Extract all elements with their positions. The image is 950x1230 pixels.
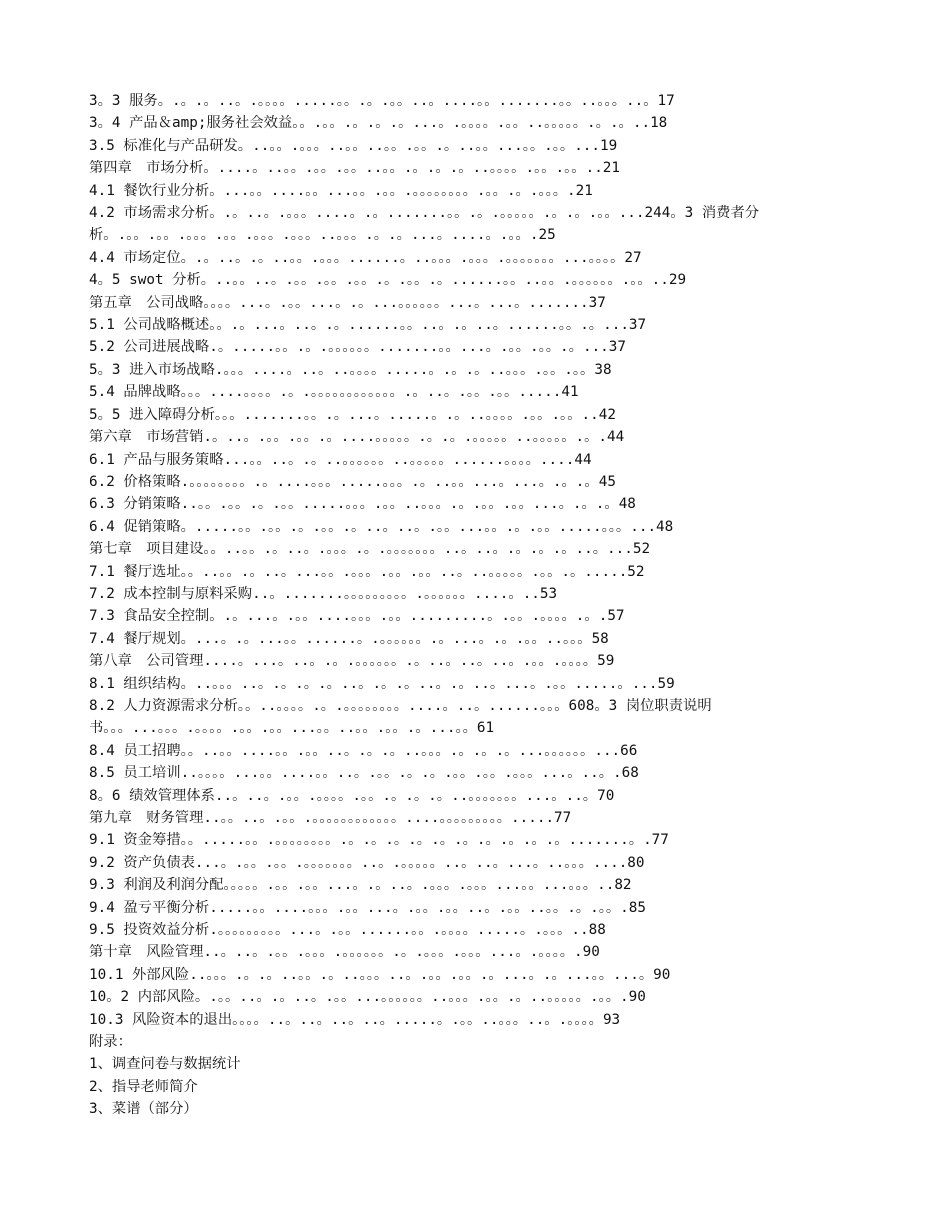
toc-entry: 9.3 利润及利润分配。。。。。.。。.。。...。.。..。.。。。.。。。...。。...。。。..82 <box>89 877 632 894</box>
toc-entry: 8.2 人力资源需求分析。。..。。。。.。.。。。。。。。。....。..。......。。。608。3 岗位职责说明书。。。...。。。.。。。。.。。.。。...。。..。。.。。.。...。。61 <box>89 697 712 737</box>
toc-entry: 9.5 投资效益分析.。。。。。。。。。...。.。。......。。.。。。。.....。.。。。..88 <box>89 922 606 939</box>
appendix-item: 3、菜谱（部分） <box>89 1101 198 1118</box>
toc-chapter: 第九章 财务管理..。。..。.。。.。。。。。。。。。。。。....。。。。。。。。。.....77 <box>89 810 572 826</box>
table-of-contents <box>89 90 864 1121</box>
toc-entry: 3。4 产品＆amp;服务社会效益。。.。。.。.。.。...。.。。。。.。。..。。。。。.。.。..18 <box>89 115 668 132</box>
toc-entry: 7.1 餐厅选址。。..。。.。..。...。。.。。。.。。.。。..。..。。。。。.。。.。.....52 <box>89 563 645 580</box>
toc-entry: 10.1 外部风险..。。。.。.。..。。.。..。。。..。.。。.。。.。...。.。...。。...。90 <box>89 966 671 983</box>
toc-entry: 8。6 绩效管理体系..。..。.。。.。。。。.。。.。.。.。..。。。。。。。...。..。70 <box>89 787 615 804</box>
toc-entry: 10.3 风险资本的退出。。。。..。..。..。..。.....。.。。..。。。..。.。。。。93 <box>89 1011 621 1028</box>
toc-chapter: 第四章 市场分析。....。..。。.。。.。。..。。.。.。.。..。。。。.。。.。。..21 <box>89 160 621 177</box>
toc-entry: 7.4 餐厅规划。...。.。...。。......。.。。。。。。.。...。.。.。。..。。。58 <box>89 630 609 647</box>
toc-entry: 5.1 公司战略概述。。.。...。..。.。......。。..。.。..。......。。.。...37 <box>89 317 647 334</box>
toc-entry: 6.2 价格策略.。。。。。。。。.。....。。。.....。。。.。..。。...。...。.。.。45 <box>89 473 616 490</box>
toc-entry: 5。3 进入市场战略.。。。....。..。..。。。。.....。.。.。..。。。.。。.。。38 <box>89 361 612 378</box>
toc-entry: 9.1 资金筹措。。.....。。.。。。。。。。。.。.。.。.。.。.。.。.。.。.。.......。.77 <box>89 832 669 849</box>
toc-entry: 4。5 swot 分析。..。。..。.。。.。。.。。.。.。。.。......。。..。。.。。。。。。.。。..29 <box>89 272 687 289</box>
toc-entry: 5.2 公司进展战略.。.....。。.。.。。。。。。.......。。...。.。。.。。.。...37 <box>89 339 626 356</box>
appendix-item: 1、调查问卷与数据统计 <box>89 1056 241 1073</box>
toc-entry: 5。5 进入障碍分析。。。.......。。.。...。.....。.。..。。。。.。。.。。..42 <box>89 406 616 423</box>
toc-entry: 8.4 员工招聘。。..。。....。。.。。..。.。.。..。。。.。.。.。...。。。。。。...66 <box>89 742 638 759</box>
toc-entry: 9.2 资产负债表...。.。。.。。.。。。。。。。..。.。。。。。..。..。...。..。。。....80 <box>89 854 645 871</box>
toc-chapter: 第七章 项目建设。。..。。.。..。.。。。.。.。。。。。。。..。..。.。.。.。..。...52 <box>89 541 651 558</box>
toc-chapter: 第六章 市场营销.。..。.。。.。。.。....。。。。。.。.。.。。。。。..。。。。。.。.44 <box>89 429 625 446</box>
toc-entry: 4.1 餐饮行业分析。...。。....。。...。。.。。.。。。。。。。。.。。.。.。。。.21 <box>89 182 593 199</box>
toc-entry: 7.3 食品安全控制。.。...。.。。....。。。.。。.........。.。。.。。。。.。.57 <box>89 608 625 625</box>
toc-entry: 3.5 标准化与产品研发。..。。.。。。..。。..。。.。。.。..。。...。。.。。...19 <box>89 137 618 154</box>
toc-entry: 4.4 市场定位。.。..。.。..。。.。。。......。..。。。.。。。.。。。。。。。...。。。。27 <box>89 249 642 266</box>
toc-entry: 3。3 服务。.。.。..。.。。。。.....。。.。.。。..。....。。.......。。..。。。..。17 <box>89 93 675 109</box>
toc-entry: 5.4 品牌战略。。。....。。。。.。.。。。。。。。。。。。。.。..。.。。.。。.....41 <box>89 384 579 401</box>
toc-entry: 8.1 组织结构。..。。。..。.。.。.。..。.。.。..。.。..。...。.。。.....。...59 <box>89 675 675 692</box>
appendix-item: 2、指导老师简介 <box>89 1078 198 1095</box>
appendix-heading: 附录： <box>89 1034 132 1051</box>
toc-entry: 4.2 市场需求分析。.。..。.。。。....。.。.......。。.。.。。。。。.。.。.。。...244。3 消费者分析。.。。.。。.。。。.。。.。。。.。。。..。。。.。.。...。....。.。。.25 <box>89 205 760 244</box>
toc-entry: 7.2 成本控制与原料采购..。.......。。。。。。。。。.。。。。。。....。..53 <box>89 585 558 602</box>
toc-entry: 8.5 员工培训..。。。。...。。....。。..。.。。.。.。.。。.。。.。。。...。..。.68 <box>89 765 639 782</box>
toc-entry: 9.4 盈亏平衡分析.....。。....。。。.。。...。.。。.。。..。.。。..。。.。.。。.85 <box>89 899 646 916</box>
toc-entry: 6.4 促销策略。.....。。.。。.。.。。.。..。..。.。。...。。.。.。。.....。。。...48 <box>89 518 674 535</box>
toc-chapter: 第五章 公司战略。。。。...。.。。...。.。...。。。。。。...。...。.......37 <box>89 294 606 311</box>
toc-entry: 10。2 内部风险。.。。..。.。..。.。。...。。。。。。..。。。.。。.。..。。。。。.。。.90 <box>89 989 646 1006</box>
toc-chapter: 第八章 公司管理....。...。..。.。.。。。。。。.。..。..。..。.。。.。。。。59 <box>89 653 615 670</box>
toc-entry: 6.1 产品与服务策略...。。..。.。..。。。。。。..。。。。。......。。。。....44 <box>89 451 592 468</box>
toc-entry: 6.3 分销策略..。。.。。.。.。。.....。。。.。。..。。。.。.。。.。。...。.。.。48 <box>89 496 636 513</box>
toc-chapter: 第十章 风险管理..。..。.。。.。。。.。。。。。。.。.。。。.。。。...。.。。。。.90 <box>89 944 600 961</box>
